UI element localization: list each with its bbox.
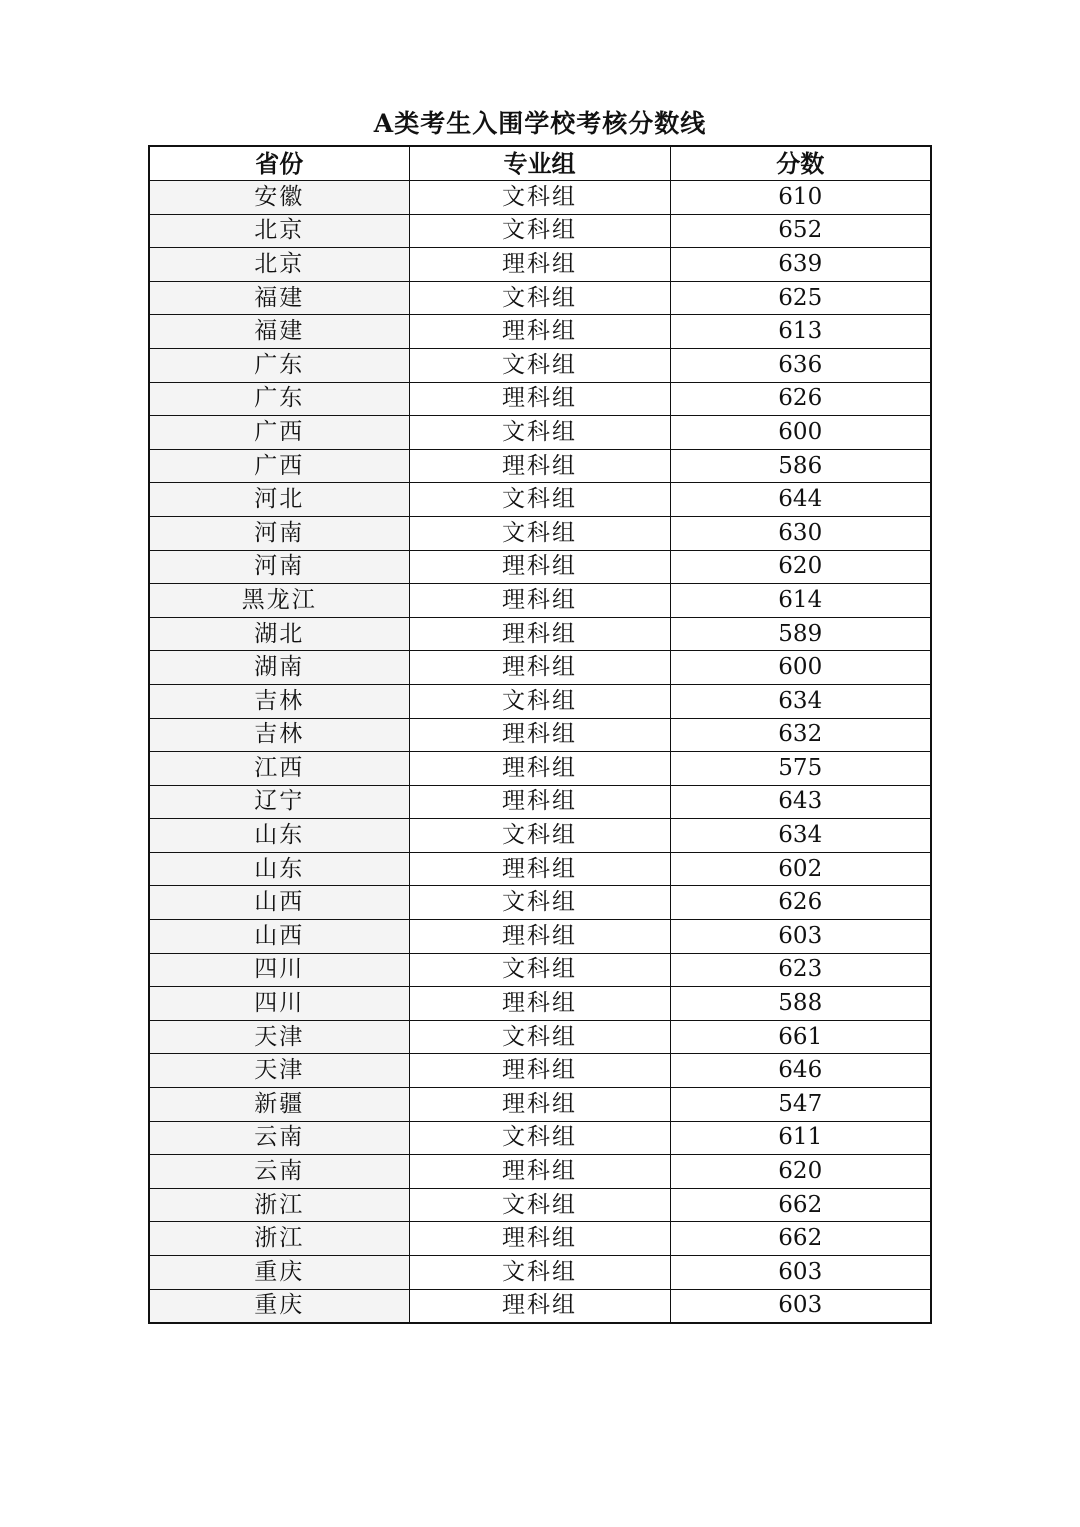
province-cell: 重庆 bbox=[149, 1256, 409, 1290]
province-cell: 北京 bbox=[149, 214, 409, 248]
table-row bbox=[149, 1088, 931, 1122]
group-cell: 文科组 bbox=[409, 214, 670, 248]
group-cell: 文科组 bbox=[409, 348, 670, 382]
score-cell: 586 bbox=[670, 449, 931, 483]
score-cell: 652 bbox=[670, 214, 931, 248]
group-cell: 文科组 bbox=[409, 886, 670, 920]
group-cell: 理科组 bbox=[409, 987, 670, 1021]
table-row bbox=[149, 1289, 931, 1323]
group-cell: 理科组 bbox=[409, 1088, 670, 1122]
column-header-score: 分数 bbox=[670, 146, 931, 181]
score-cell: 613 bbox=[670, 315, 931, 349]
province-cell: 北京 bbox=[149, 248, 409, 282]
province-cell: 福建 bbox=[149, 281, 409, 315]
table-row bbox=[149, 214, 931, 248]
group-cell: 理科组 bbox=[409, 315, 670, 349]
table-row bbox=[149, 584, 931, 618]
score-table bbox=[148, 145, 932, 1324]
score-cell: 600 bbox=[670, 416, 931, 450]
province-cell: 山西 bbox=[149, 920, 409, 954]
table-row bbox=[149, 1222, 931, 1256]
table-row bbox=[149, 281, 931, 315]
table-row bbox=[149, 1155, 931, 1189]
score-cell: 602 bbox=[670, 852, 931, 886]
province-cell: 重庆 bbox=[149, 1289, 409, 1323]
score-cell: 575 bbox=[670, 752, 931, 786]
table-row bbox=[149, 953, 931, 987]
province-cell: 河南 bbox=[149, 516, 409, 550]
table-row bbox=[149, 550, 931, 584]
score-cell: 625 bbox=[670, 281, 931, 315]
group-cell: 理科组 bbox=[409, 718, 670, 752]
score-cell: 589 bbox=[670, 617, 931, 651]
group-cell: 理科组 bbox=[409, 449, 670, 483]
score-cell: 632 bbox=[670, 718, 931, 752]
province-cell: 广东 bbox=[149, 348, 409, 382]
province-cell: 吉林 bbox=[149, 718, 409, 752]
province-cell: 天津 bbox=[149, 1020, 409, 1054]
province-cell: 黑龙江 bbox=[149, 584, 409, 618]
group-cell: 文科组 bbox=[409, 953, 670, 987]
group-cell: 理科组 bbox=[409, 550, 670, 584]
table-row bbox=[149, 416, 931, 450]
table-row bbox=[149, 1121, 931, 1155]
score-cell: 636 bbox=[670, 348, 931, 382]
table-row bbox=[149, 617, 931, 651]
table-row bbox=[149, 348, 931, 382]
table-row bbox=[149, 181, 931, 215]
table-row bbox=[149, 752, 931, 786]
score-cell: 626 bbox=[670, 886, 931, 920]
province-cell: 四川 bbox=[149, 953, 409, 987]
group-cell: 理科组 bbox=[409, 248, 670, 282]
province-cell: 云南 bbox=[149, 1121, 409, 1155]
score-cell: 547 bbox=[670, 1088, 931, 1122]
province-cell: 河北 bbox=[149, 483, 409, 517]
province-cell: 湖南 bbox=[149, 651, 409, 685]
score-cell: 623 bbox=[670, 953, 931, 987]
table-row bbox=[149, 852, 931, 886]
score-cell: 662 bbox=[670, 1188, 931, 1222]
province-cell: 广西 bbox=[149, 416, 409, 450]
group-cell: 文科组 bbox=[409, 281, 670, 315]
province-cell: 福建 bbox=[149, 315, 409, 349]
table-row bbox=[149, 516, 931, 550]
province-cell: 广西 bbox=[149, 449, 409, 483]
score-cell: 630 bbox=[670, 516, 931, 550]
group-cell: 理科组 bbox=[409, 1155, 670, 1189]
group-cell: 文科组 bbox=[409, 684, 670, 718]
group-cell: 理科组 bbox=[409, 752, 670, 786]
group-cell: 理科组 bbox=[409, 1222, 670, 1256]
score-cell: 614 bbox=[670, 584, 931, 618]
score-cell: 646 bbox=[670, 1054, 931, 1088]
province-cell: 新疆 bbox=[149, 1088, 409, 1122]
group-cell: 文科组 bbox=[409, 181, 670, 215]
province-cell: 广东 bbox=[149, 382, 409, 416]
table-row bbox=[149, 1020, 931, 1054]
score-cell: 603 bbox=[670, 920, 931, 954]
score-cell: 603 bbox=[670, 1256, 931, 1290]
score-cell: 620 bbox=[670, 550, 931, 584]
score-cell: 643 bbox=[670, 785, 931, 819]
group-cell: 理科组 bbox=[409, 382, 670, 416]
table-row bbox=[149, 449, 931, 483]
table-body bbox=[149, 181, 931, 1324]
score-cell: 662 bbox=[670, 1222, 931, 1256]
province-cell: 山东 bbox=[149, 852, 409, 886]
score-cell: 588 bbox=[670, 987, 931, 1021]
page-title: A类考生入围学校考核分数线 bbox=[373, 109, 707, 138]
province-cell: 河南 bbox=[149, 550, 409, 584]
table-row bbox=[149, 651, 931, 685]
group-cell: 文科组 bbox=[409, 1020, 670, 1054]
province-cell: 吉林 bbox=[149, 684, 409, 718]
table-row bbox=[149, 718, 931, 752]
score-cell: 626 bbox=[670, 382, 931, 416]
group-cell: 文科组 bbox=[409, 1121, 670, 1155]
score-cell: 644 bbox=[670, 483, 931, 517]
table-row bbox=[149, 920, 931, 954]
group-cell: 理科组 bbox=[409, 852, 670, 886]
score-cell: 610 bbox=[670, 181, 931, 215]
table-row bbox=[149, 785, 931, 819]
table-row bbox=[149, 684, 931, 718]
group-cell: 文科组 bbox=[409, 516, 670, 550]
group-cell: 理科组 bbox=[409, 584, 670, 618]
province-cell: 山东 bbox=[149, 819, 409, 853]
province-cell: 安徽 bbox=[149, 181, 409, 215]
group-cell: 理科组 bbox=[409, 617, 670, 651]
table-row bbox=[149, 248, 931, 282]
group-cell: 文科组 bbox=[409, 1188, 670, 1222]
table-row bbox=[149, 315, 931, 349]
group-cell: 理科组 bbox=[409, 1054, 670, 1088]
province-cell: 辽宁 bbox=[149, 785, 409, 819]
province-cell: 湖北 bbox=[149, 617, 409, 651]
group-cell: 理科组 bbox=[409, 920, 670, 954]
group-cell: 理科组 bbox=[409, 785, 670, 819]
group-cell: 理科组 bbox=[409, 651, 670, 685]
score-cell: 661 bbox=[670, 1020, 931, 1054]
score-cell: 611 bbox=[670, 1121, 931, 1155]
table-row bbox=[149, 1188, 931, 1222]
table-row bbox=[149, 483, 931, 517]
table-header-row bbox=[149, 146, 931, 181]
score-cell: 620 bbox=[670, 1155, 931, 1189]
province-cell: 四川 bbox=[149, 987, 409, 1021]
province-cell: 浙江 bbox=[149, 1222, 409, 1256]
province-cell: 江西 bbox=[149, 752, 409, 786]
table-row bbox=[149, 819, 931, 853]
column-header-province: 省份 bbox=[149, 146, 409, 181]
group-cell: 文科组 bbox=[409, 483, 670, 517]
score-cell: 600 bbox=[670, 651, 931, 685]
score-cell: 634 bbox=[670, 819, 931, 853]
table-row bbox=[149, 382, 931, 416]
group-cell: 文科组 bbox=[409, 1256, 670, 1290]
score-cell: 603 bbox=[670, 1289, 931, 1323]
table-row bbox=[149, 1256, 931, 1290]
group-cell: 文科组 bbox=[409, 819, 670, 853]
province-cell: 浙江 bbox=[149, 1188, 409, 1222]
score-cell: 634 bbox=[670, 684, 931, 718]
province-cell: 山西 bbox=[149, 886, 409, 920]
score-cell: 639 bbox=[670, 248, 931, 282]
column-header-group: 专业组 bbox=[409, 146, 670, 181]
province-cell: 天津 bbox=[149, 1054, 409, 1088]
table-row bbox=[149, 1054, 931, 1088]
table-row bbox=[149, 886, 931, 920]
group-cell: 理科组 bbox=[409, 1289, 670, 1323]
group-cell: 文科组 bbox=[409, 416, 670, 450]
province-cell: 云南 bbox=[149, 1155, 409, 1189]
table-row bbox=[149, 987, 931, 1021]
